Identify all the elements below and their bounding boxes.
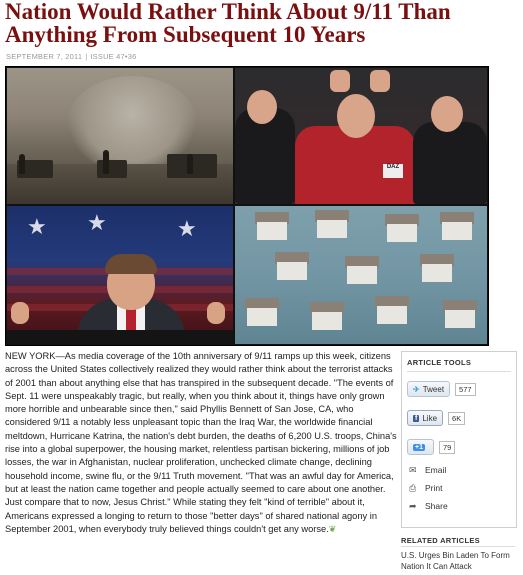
tweet-count: 577 [455,383,476,396]
article-headline: Nation Would Rather Think About 9/11 Than Anything From Subsequent 10 Years [5,0,451,47]
speaker-hair [105,254,157,274]
house [387,224,417,242]
photo-flooded-homes[interactable] [235,206,487,344]
envelope-icon: ✉ [409,464,417,475]
trader-badge: DAZ [383,164,403,178]
article-issue: ISSUE 47•36 [90,52,137,61]
share-link[interactable] [409,497,516,515]
like-count: 6K [448,412,465,425]
soldier-figure [103,150,109,174]
plusone-count: 79 [439,441,455,454]
soldier-figure [19,154,25,174]
house [445,310,475,328]
photo-war-scene[interactable] [7,68,233,204]
like-label: Like [422,413,438,423]
tweet-label: Tweet [422,384,445,394]
facebook-icon: f [415,414,418,422]
tweet-button[interactable] [407,381,450,397]
divider [407,371,511,372]
printer-icon: ⎙ [409,482,417,493]
plusone-button[interactable] [407,439,434,455]
print-link[interactable] [409,479,516,497]
share-label: Share [425,501,448,511]
star-icon: ★ [87,210,107,235]
like-button[interactable] [407,410,443,426]
photo-grid [5,66,489,346]
speaker-hand [207,302,225,324]
trader-face [337,94,375,138]
photo-politician[interactable] [7,206,233,344]
photo-traders[interactable] [235,68,487,204]
share-icon: ➦ [409,500,417,511]
email-label: Email [425,465,447,475]
article-tools-title: ARTICLE TOOLS [407,358,472,367]
email-link[interactable] [409,461,516,479]
house [377,306,407,324]
twitter-bird-icon: ✈ [413,384,420,394]
meta-separator: | [85,52,88,61]
trader-figure [413,122,487,204]
google-plus-icon: +1 [415,443,423,451]
star-icon: ★ [177,216,197,241]
related-articles-title: RELATED ARTICLES [401,536,480,545]
soldier-figure [187,154,193,174]
trader-hand [370,70,390,92]
tweet-row [407,381,516,397]
related-article-link[interactable]: U.S. Urges Bin Laden To Form Nation It Can Attack [401,551,510,571]
print-label: Print [425,483,443,493]
like-row [407,410,516,426]
house [312,312,342,330]
leaf-icon: ❦ [328,523,337,534]
truck [97,160,127,178]
house [347,266,377,284]
podium [7,330,233,344]
house [257,222,287,240]
article-tools-panel [401,351,517,528]
house [247,308,277,326]
article-date: SEPTEMBER 7, 2011 [6,52,83,61]
house [277,262,307,280]
speaker-hand [11,302,29,324]
plusone-row [407,439,516,455]
house [442,222,472,240]
article-body-text: NEW YORK—As media coverage of the 10th anniversary of 9/11 ramps up this week, citizens across the United States collectively realized they would rather think about the terrorist attacks of 2001 than about anything else that has transpired in the subsequent decade. "The events of Sept. 11 were unspeakably tragic, but really, when you think about it, things have only grown more horrible and unbearable since then," said Phyllis Bennett of San Jose, CA, who considered 9/11 a notably less unpleasant topic than the Iraq War, the worldwide financial meltdown, Hurricane Katrina, the nation's debt burden, the deaths of 6,200 U.S. troops, China's rise into a global superpower, the housing market, relentless partisan bickering, millions of job losses, the war in Afghanistan, nuclear proliferation, unchecked climate change, declining household income, swine flu, or the 9/11 Truth movement. "That was an awful day for America, but at least the nation came together and people actually seemed to care about one another. Just compare that to now, Jesus Christ." While stating they felt "kind of terrible" about it, Americans expressed a longing to return to those "better days" of shared national agony in September 2001, when everybody truly believed things couldn't get any worse. [5,351,397,534]
house [422,264,452,282]
article-meta [6,52,136,61]
trader-face [247,90,277,124]
star-icon: ★ [27,214,47,239]
article-body [5,350,397,536]
trader-hand [330,70,350,92]
trader-face [431,96,463,132]
house [317,220,347,238]
divider [401,546,515,547]
